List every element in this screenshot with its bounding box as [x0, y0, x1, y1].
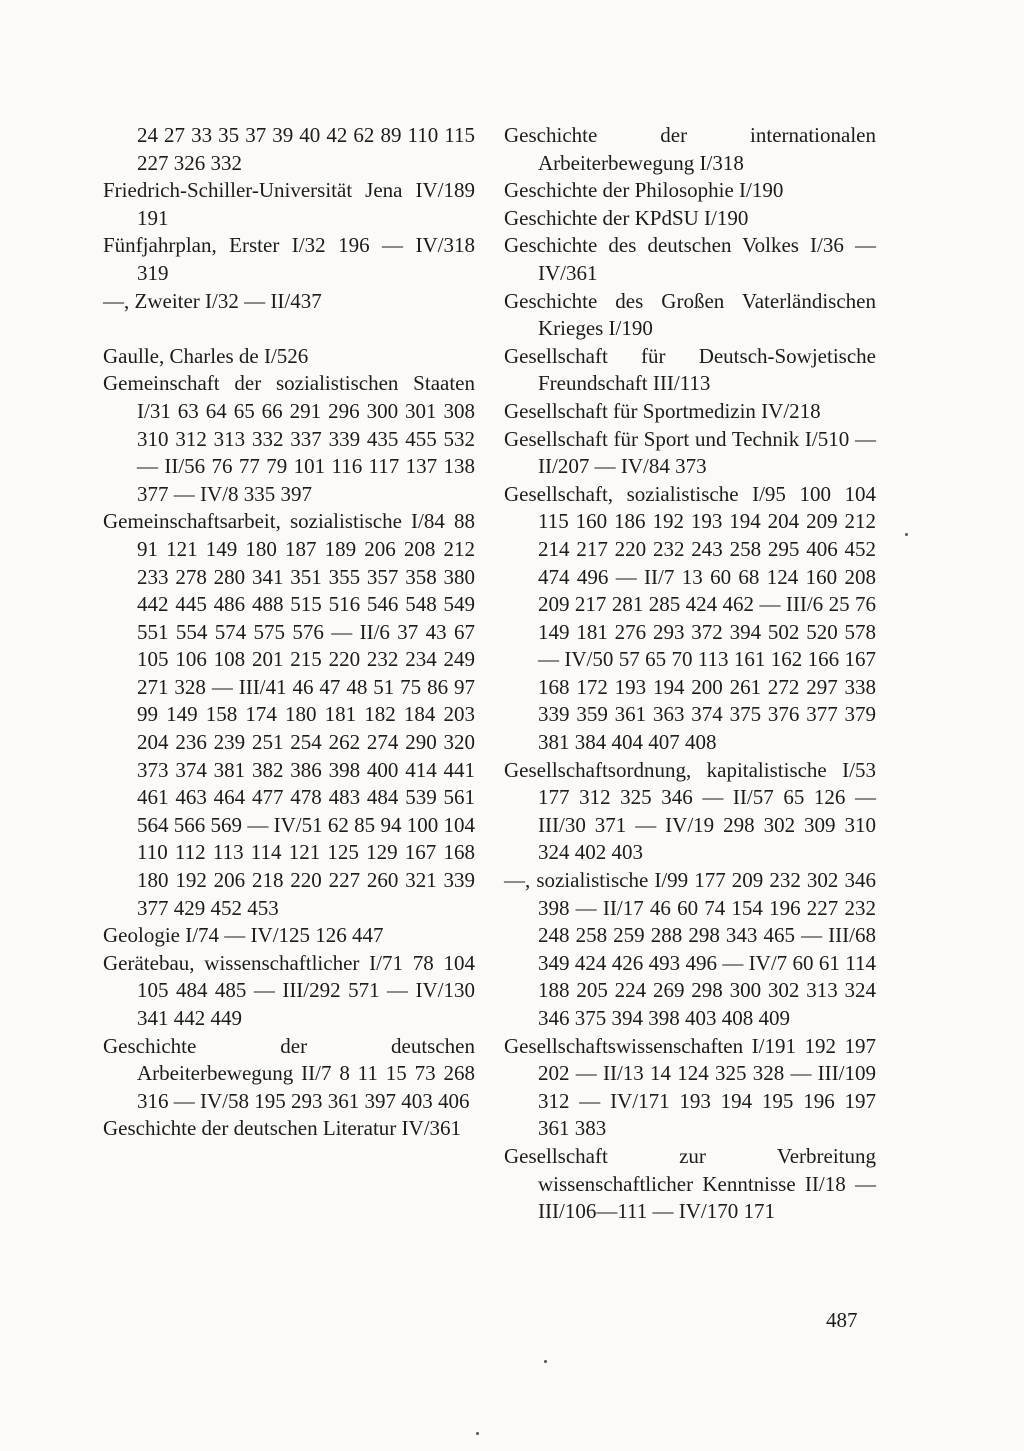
index-entry: Geschichte der KPdSU I/190	[504, 205, 749, 230]
index-entry: Gesellschaftsordnung, kapitalistische I/53 177 312 325 346 — II/57 65 126 — III/30 371 — IV/19 298 302 309 310 324 402 403	[504, 757, 876, 865]
index-column-left	[103, 122, 475, 1143]
index-entry: —, Zweiter I/32 — II/437	[103, 288, 322, 313]
index-entry: Fünfjahrplan, Erster I/32 196 — IV/318 319	[103, 233, 475, 285]
index-entry: —, sozialistische I/99 177 209 232 302 346 398 — II/17 46 60 74 154 196 227 232 248 258 259 288 298 343 465 — III/68 349 424 426 493 496 — IV/7 60 61 114 188 205 224 269 298 300 302 313 324 346 375 394 398 403 408 409	[504, 868, 876, 1030]
paper-speck	[905, 533, 908, 536]
index-entry: Gesellschaft, sozialistische I/95 100 104 115 160 186 192 193 194 204 209 212 214 217 220 232 243 258 295 406 452 474 496 — II/7 13 60 68 124 160 208 209 217 281 285 424 462 — III/6 25 76 149 181 276 293 372 394 502 520 578 — IV/50 57 65 70 113 161 162 166 167 168 172 193 194 200 261 272 297 338 339 359 361 363 374 375 376 377 379 381 384 404 407 408	[504, 481, 876, 755]
paper-speck	[544, 1360, 547, 1363]
page-number: 487	[826, 1308, 858, 1332]
index-entry: Gesellschaft für Sportmedizin IV/218	[504, 398, 821, 423]
index-entry: Gesellschaft zur Verbreitung wissenschaftlicher Kenntnisse II/18 — III/106—111 — IV/170 171	[504, 1143, 876, 1224]
index-entry: Geschichte der internationalen Arbeiterbewegung I/318	[504, 123, 876, 175]
index-column-right	[504, 122, 876, 1226]
index-entry: Geologie I/74 — IV/125 126 447	[103, 923, 384, 948]
index-entry: Gesellschaft für Sport und Technik I/510 — II/207 — IV/84 373	[504, 426, 876, 479]
index-entry: Gerätebau, wissenschaftlicher I/71 78 104 105 484 485 — III/292 571 — IV/130 341 442 449	[103, 950, 475, 1030]
index-entry: Geschichte des Großen Vaterländischen Krieges I/190	[504, 288, 876, 341]
index-entry: Gesellschaftswissenschaften I/191 192 197 202 — II/13 14 124 325 328 — III/109 312 — IV/171 193 194 195 196 197 361 383	[504, 1033, 876, 1141]
index-entry: 24 27 33 35 37 39 40 42 62 89 110 115 227 326 332	[137, 123, 475, 175]
index-entry: Gaulle, Charles de I/526	[103, 343, 309, 368]
index-entry: Geschichte des deutschen Volkes I/36 — IV/361	[504, 233, 876, 285]
paper-speck	[476, 1432, 479, 1435]
section-gap	[103, 315, 475, 343]
index-entry: Geschichte der deutschen Literatur IV/361	[103, 1116, 462, 1141]
index-entry: Gesellschaft für Deutsch-Sowjetische Freundschaft III/113	[504, 343, 876, 396]
index-entry: Gemeinschaft der sozialistischen Staaten I/31 63 64 65 66 291 296 300 301 308 310 312 313 332 337 339 435 455 532 — II/56 76 77 79 101 116 117 137 138 377 — IV/8 335 397	[103, 371, 475, 506]
index-entry: Gemeinschaftsarbeit, sozialistische I/84 88 91 121 149 180 187 189 206 208 212 233 278 280 341 351 355 357 358 380 442 445 486 488 515 516 546 548 549 551 554 574 575 576 — II/6 37 43 67 105 106 108 201 215 220 232 234 249 271 328 — III/41 46 47 48 51 75 86 97 99 149 158 174 180 181 182 184 203 204 236 239 251 254 262 274 290 320 373 374 381 382 386 398 400 414 441 461 463 464 477 478 483 484 539 561 564 566 569 — IV/51 62 85 94 100 104 110 112 113 114 121 125 129 167 168 180 192 206 218 220 227 260 321 339 377 429 452 453	[103, 509, 475, 920]
index-entry: Geschichte der deutschen Arbeiterbewegung II/7 8 11 15 73 268 316 — IV/58 195 293 361 397 403 406	[103, 1033, 475, 1113]
index-entry: Friedrich-Schiller-Universität Jena IV/189 191	[103, 178, 475, 230]
index-entry: Geschichte der Philosophie I/190	[504, 178, 784, 203]
